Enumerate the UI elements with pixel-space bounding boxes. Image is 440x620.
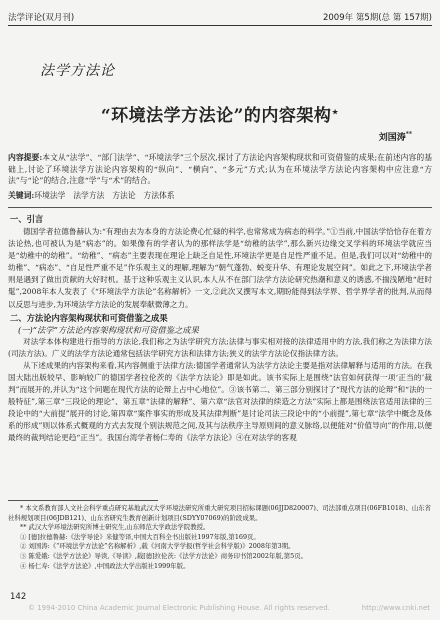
keywords-label: 关键词: [8,190,35,200]
footnotes [8,504,432,571]
cnki-url-watermark: http://www.cnki.net [361,604,430,612]
keywords: 环境法学 法学方法 方法论 方法体系 [34,190,175,200]
article-body [8,213,432,493]
section-label: 法学方法论 [40,63,115,79]
page-number: 142 [10,592,27,602]
author: 刘国涛** [378,131,412,143]
header-rule [8,25,432,26]
title-footnote-mark: ★ [331,107,340,117]
footnote: * 本文系教育部人文社会科学重点研究基地武汉大学环境法研究所重大研究项目招标课题(06JJD820007)、司法部重点项目(06FB1018)、山东省社科规划项目(06JDB121)、山东省研究生教育创新计划项目(SDYY07069)的阶段成果。 [8,504,432,522]
abstract-text: 本文从“法学”、“部门法学”、“环境法学”三个层次,探讨了方法论内容架构现状和可资借鉴的成果;在前述内容的基础上,讨论了环境法学方法论内容架构的“纵向”、“横向”、“多元”方式;认为在环境法学方法论内容架构中应注意“方法”与“论”的结合,注意“学”与“术”的结合。 [8,153,432,185]
footnote: ③ 陈爱娥:《法学方法论》导读,《导读》,载[德]拉伦茨:《法学方法论》商务印书馆2002年版,第5页。 [20,551,307,560]
abstract [8,152,432,201]
article-title: “环境法学方法论”的内容架构★ [100,106,340,126]
footnote-rule [8,500,158,501]
subsection-heading: (一)“法学”方法论内容架构现状和可资借鉴之成果 [18,324,199,335]
section-heading: 一、引言 [10,214,44,224]
issue-info: 2009年 第5期(总 第 157期) [322,13,432,23]
copyright-watermark: © 1994-2010 China Academic Journal Electronic Publishing House. All rights reserved. [28,604,330,612]
paragraph: 德国学者拉德鲁赫认为:“有理由去为本身的方法论费心忙碌的科学,也常常成为病态的科学。”①当前,中国法学恰恰存在着方法论热,也可被认为是“病态”的。如果像有的学者认为的那样法学是“幼稚的法学”,那么新兴边缘交叉学科的环境法学就应当是“幼稚中的幼稚”。“幼稚”、“病态”主要表现在理论上缺乏自足性,环境法学更是自足性严重不足。但是,我们可以对“幼稚中的幼稚”、“病态”、“自足性严重不足”作乐观主义的理解,理解为“朝气蓬勃、蜕变升华、有理论发展空间”。如此之下,环境法学者则是遇到了做出贡献的大好时机。基于这种乐观主义认识,本人从不在部门法学方法论研究热潮和意义的诱惑,不揣浅陋地“赶时髦”,2008年本人发表了《“环境法学方法论”名称解析》一文,②此次又撰写本文,期盼能得到法学界、哲学界学者的批判,从而得以反思与进步,为环境法学方法论的发展奉献微薄之力。 [8,227,432,309]
paragraph: 从下述成果的内容架构来看,其内容侧重于法律方法:德国学者通常认为法学方法论主要是指对法律解释与适用的方法。在我国大陆出版较早、影响较广的德国学者拉伦茨的《法学方法论》即是如此。该书实际上是围绕“法官如何获得一项‘正当的’裁判”而展开的,并认为“这个问题在现代方法的论辩上占中心地位”。③该书第二、第三部分别探讨了“现代方法的论辩”和“法的一般特征”,第三章“三段论的理论”、第五章“法律的解释”、第六章“法官对法律的续造之方法”实际上都是围绕法官适用法律的三段论中的“大前提”展开的讨论,第四章“案件事实的形成及其法律判断”是讨论司法三段论中的“小前提”,第七章“法学中概念及体系的形成”则以体系式概观的方式去发现个别法规范之间,及其与法秩序主导原则间的意义脉络,以便能对“价值导向”的作用,以便最终的裁判结论更趋“正当”。我国台湾学者杨仁寿的《法学方法论》④在对法学的客观 [8,360,432,443]
footnote: ① [德]拉德鲁赫:《法学导论》米健等译,中国大百科全书出版社1997年版,第169页。 [20,532,260,541]
paragraph: 对法学本体构建进行指导的方法论,我们称之为法学研究方法;法律与事实相对接的法律适用中的方法,我们称之为法律方法(司法方法)。广义的法学方法论通常包括法学研究方法和法律方法;狭义的法学方法论仅指法律方法。 [8,336,432,358]
footnote: ** 武汉大学环境法研究所博士研究生,山东师范大学政法学院教授。 [20,523,210,532]
section-heading: 二、方法论内容架构现状和可资借鉴之成果 [10,312,168,323]
footnote: ④ 杨仁寿:《法学方法论》,中国政法大学出版社1999年版。 [20,561,190,570]
abstract-label: 内容提要: [8,153,43,162]
footnote: ② 刘国涛:《“环境法学方法论”名称解析》,载《河南大学学报(哲学社会科学版)》2008年第3期。 [20,542,295,551]
abstract-rule [8,207,432,208]
journal-name: 法学评论(双月刊) [8,13,75,23]
